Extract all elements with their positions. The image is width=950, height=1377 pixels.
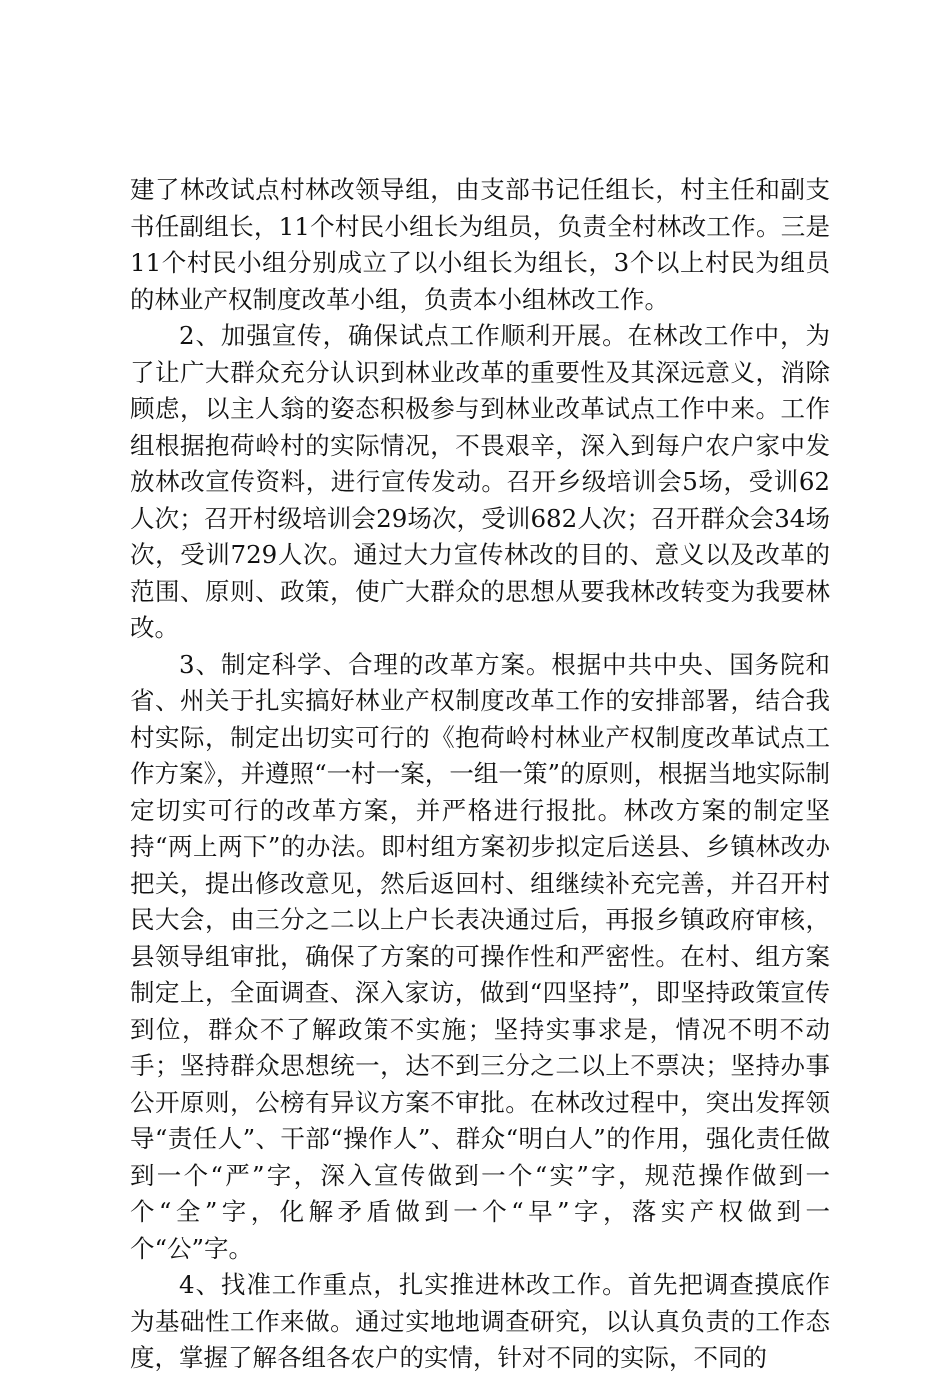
paragraph-reform-plan: 3、制定科学、合理的改革方案。根据中共中央、国务院和省、州关于扎实搞好林业产权制度改革工作的安排部署，结合我村实际，制定出切实可行的《抱荷岭村林业产权制度改革试点工作方案》，并遵照“一村一案，一组一策”的原则，根据当地实际制定切实可行的改革方案，并严格进行报批。林改方案的制定坚持“两上两下”的办法。即村组方案初步拟定后送县、乡镇林改办把关，提出修改意见，然后返回村、组继续补充完善，并召开村民大会，由三分之二以上户长表决通过后，再报乡镇政府审核，县领导组审批，确保了方案的可操作性和严密性。在村、组方案制定上，全面调查、深入家访，做到“四坚持”，即坚持政策宣传到位，群众不了解政策不实施；坚持实事求是，情况不明不动手；坚持群众思想统一，达不到三分之二以上不票决；坚持办事公开原则，公榜有异议方案不审批。在林改过程中，突出发挥领导“责任人”、干部“操作人”、群众“明白人”的作用，强化责任做到一个“严”字，深入宣传做到一个“实”字，规范操作做到一个“全”字，化解矛盾做到一个“早”字，落实产权做到一个“公”字。 <box>130 649 830 1263</box>
paragraph-publicity: 2、加强宣传，确保试点工作顺利开展。在林改工作中，为了让广大群众充分认识到林业改革的重要性及其深远意义，消除顾虑，以主人翁的姿态积极参与到林业改革试点工作中来。工作组根据抱荷岭村的实际情况，不畏艰辛，深入到每户农户家中发放林改宣传资料，进行宣传发动。召开乡级培训会5场，受训62人次；召开村级培训会29场次，受训682人次；召开群众会34场次，受训729人次。通过大力宣传林改的目的、意义以及改革的范围、原则、政策，使广大群众的思想从要我林改转变为我要林改。 <box>130 321 830 642</box>
paragraph-continuation: 建了林改试点村林改领导组，由支部书记任组长，村主任和副支书任副组长，11个村民小组长为组员，负责全村林改工作。三是11个村民小组分别成立了以小组长为组长，3个以上村民为组员的林业产权制度改革小组，负责本小组林改工作。 <box>130 175 830 314</box>
document-body <box>130 172 830 1377</box>
paragraph-work-focus: 4、找准工作重点，扎实推进林改工作。首先把调查摸底作为基础性工作来做。通过实地地调查研究，以认真负责的工作态度，掌握了解各组各农户的实情，针对不同的实际，不同的 <box>130 1270 830 1372</box>
